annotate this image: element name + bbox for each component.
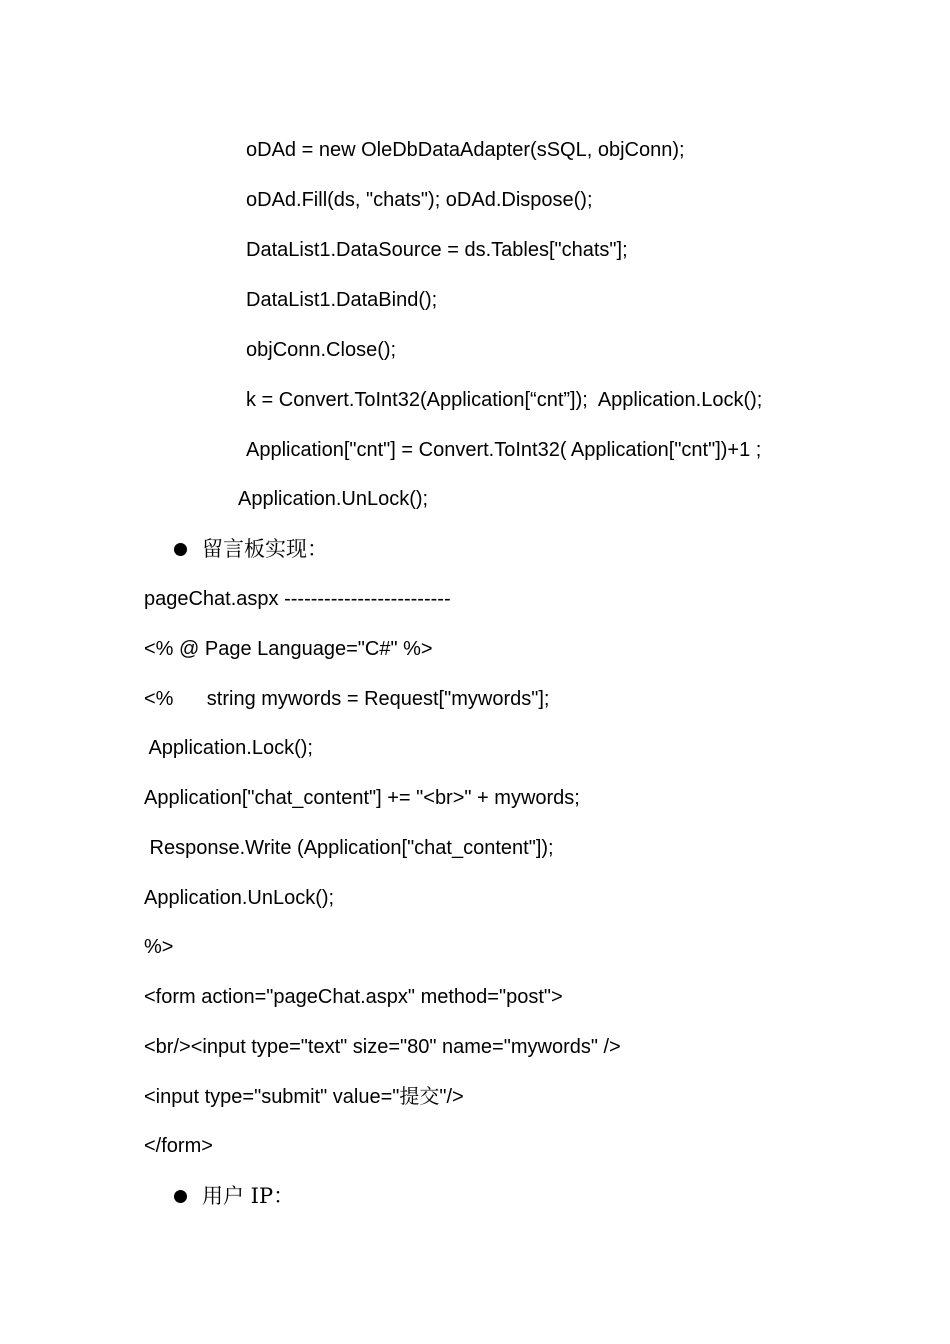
- code-line: Application.UnLock();: [238, 488, 429, 510]
- bullet-label: 用户 IP：: [202, 1184, 295, 1208]
- code-line: Application.UnLock();: [144, 887, 335, 909]
- code-line: DataList1.DataBind();: [246, 289, 438, 311]
- code-line: DataList1.DataSource = ds.Tables["chats"];: [246, 239, 628, 261]
- bullet-label: 留言板实现：: [202, 537, 328, 561]
- code-line: </form>: [144, 1135, 213, 1157]
- code-line: oDAd = new OleDbDataAdapter(sSQL, objConn);: [246, 139, 685, 161]
- code-line: k = Convert.ToInt32(Application[“cnt”]); Application.Lock();: [246, 389, 763, 411]
- code-line: Response.Write (Application["chat_content"]);: [144, 837, 554, 859]
- bullet-icon: [174, 543, 187, 556]
- code-line: <% string mywords = Request["mywords"];: [144, 688, 550, 710]
- code-line: objConn.Close();: [246, 339, 397, 361]
- code-line: Application["chat_content"] += "<br>" + mywords;: [144, 787, 580, 809]
- code-line: <form action="pageChat.aspx" method="post">: [144, 986, 563, 1008]
- code-line: %>: [144, 936, 174, 958]
- bullet-icon: [174, 1190, 187, 1203]
- code-line: Application.Lock();: [144, 737, 313, 759]
- code-line: Application["cnt"] = Convert.ToInt32( Application["cnt"])+1 ;: [246, 439, 762, 461]
- code-line: <% @ Page Language="C#" %>: [144, 638, 433, 660]
- code-line: oDAd.Fill(ds, "chats"); oDAd.Dispose();: [246, 189, 593, 211]
- code-line: pageChat.aspx -------------------------: [144, 588, 451, 610]
- code-line: <br/><input type="text" size="80" name="mywords" />: [144, 1036, 621, 1058]
- code-line: <input type="submit" value="提交"/>: [144, 1086, 464, 1108]
